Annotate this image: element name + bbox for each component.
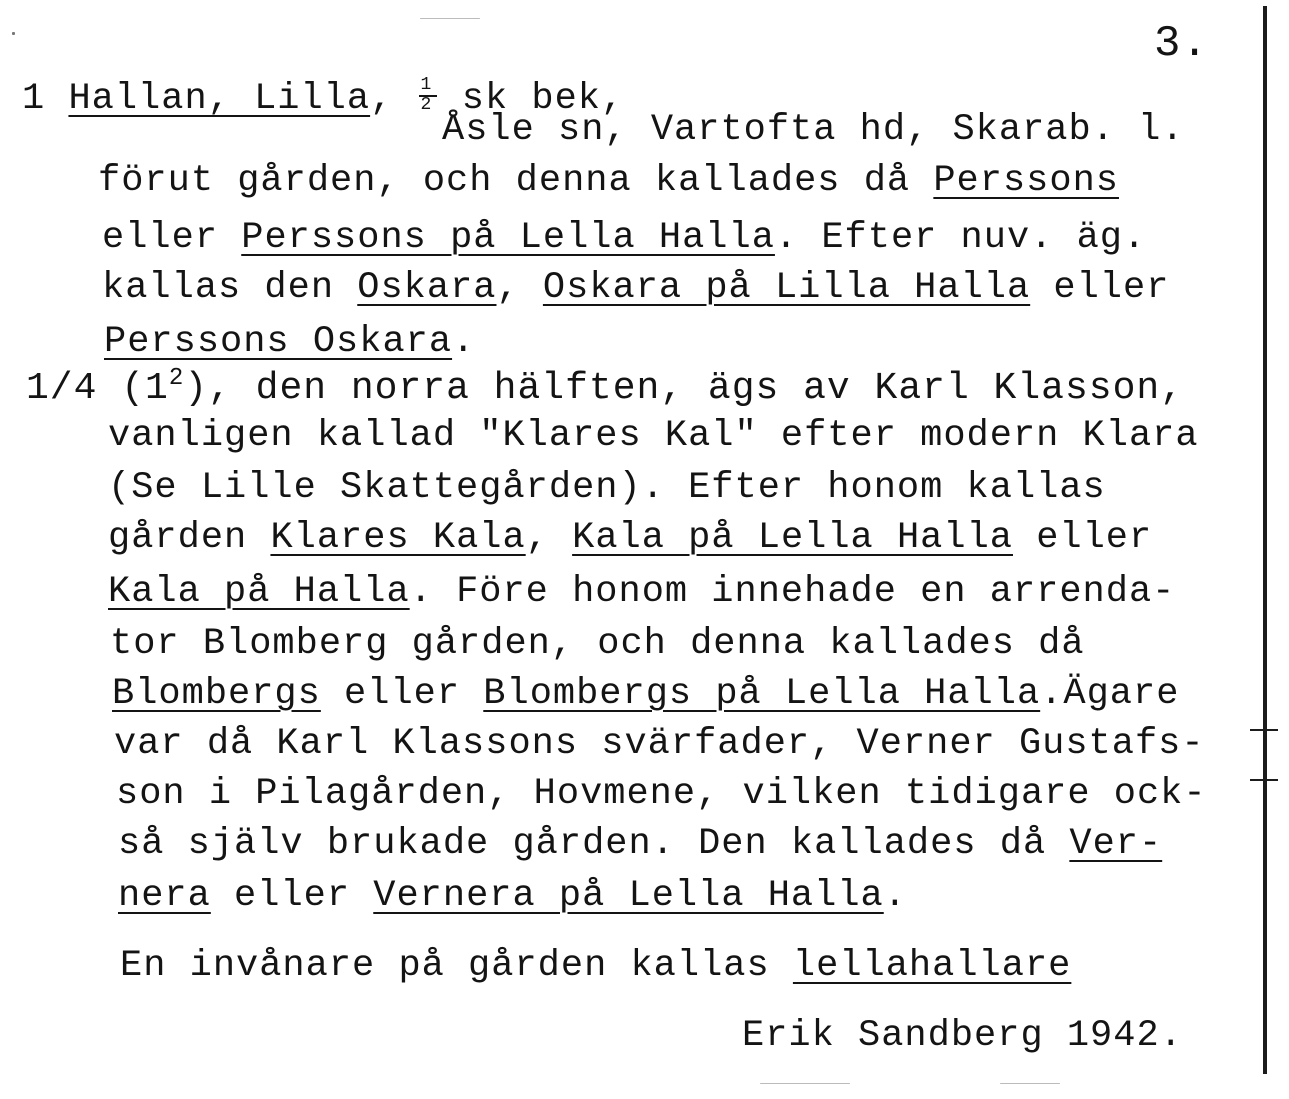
speck <box>12 32 15 35</box>
name-underlined: Ver- <box>1069 823 1163 865</box>
entry-number: 1 <box>22 78 46 120</box>
name-underlined: Perssons på Lella Halla <box>241 217 775 259</box>
para1-line3: kallas den Oskara, Oskara på Lilla Halla eller <box>102 267 1170 309</box>
margin-tick <box>1250 729 1278 731</box>
para2-line8: var då Karl Klassons svärfader, Verner Gustafs- <box>114 723 1205 765</box>
place-name: Hallan, Lilla <box>68 78 371 120</box>
name-underlined: Kala på Lella Halla <box>572 517 1013 559</box>
name-underlined: Blombergs <box>112 673 321 715</box>
name-underlined: Vernera på Lella Halla <box>373 875 884 917</box>
name-underlined: Oskara <box>357 267 497 309</box>
para2-line4: gården Klares Kala, Kala på Lella Halla eller <box>108 517 1153 559</box>
para2-line9: son i Pilagården, Hovmene, vilken tidigare ock- <box>116 773 1207 815</box>
speck <box>760 1083 850 1084</box>
name-underlined: nera <box>118 875 211 917</box>
speck <box>420 18 480 19</box>
para1-line1: förut gården, och denna kallades då Perssons <box>98 160 1119 202</box>
name-underlined: Perssons <box>933 160 1119 202</box>
signature: Erik Sandberg 1942. <box>742 1015 1183 1057</box>
para2-line11: nera eller Vernera på Lella Halla. <box>118 875 907 917</box>
margin-tick <box>1250 779 1278 781</box>
location: Åsle sn, Vartofta hd, Skarab. l. <box>442 109 1185 151</box>
page-number: 3. <box>1154 19 1209 69</box>
para1-line4: Perssons Oskara. <box>104 321 476 363</box>
para2-line2: vanligen kallad "Klares Kal" efter modern Klara <box>108 415 1199 457</box>
speck <box>1000 1083 1060 1084</box>
para2-line7: Blombergs eller Blombergs på Lella Halla.Ägare <box>112 673 1180 715</box>
share-label: 1/4 (1 <box>26 367 169 410</box>
para2-line1: 1/4 $(1^2)$, den norra hälften, ägs av Karl Klasson, <box>26 365 1184 410</box>
share-fraction: $\frac{1}{2}$ <box>417 78 439 114</box>
header-line: 1 Hallan, Lilla, $\frac{1}{2}$ sk bek, <box>22 75 625 120</box>
inhabitant-line: En invånare på gården kallas lellahallare <box>120 945 1072 987</box>
name-underlined: Perssons Oskara <box>104 321 453 363</box>
name-underlined: Blombergs på Lella Halla <box>483 673 1041 715</box>
para2-line10: så själv brukade gården. Den kallades då Ver- <box>118 823 1163 865</box>
para2-line6: tor Blomberg gården, och denna kallades då <box>110 623 1085 665</box>
name-underlined: Kala på Halla <box>108 571 410 613</box>
inhabitant-word: lellahallare <box>792 945 1072 987</box>
name-underlined: Klares Kala <box>270 517 526 559</box>
name-underlined: Oskara på Lilla Halla <box>542 267 1031 309</box>
para1-line2: eller Perssons på Lella Halla. Efter nuv. äg. <box>102 217 1147 259</box>
right-margin-rule <box>1263 6 1267 1074</box>
status: sk bek, <box>461 78 625 120</box>
para2-line5: Kala på Halla. Före honom innehade en arrenda- <box>108 571 1176 613</box>
para2-line3: (Se Lille Skattegården). Efter honom kallas <box>108 467 1106 509</box>
